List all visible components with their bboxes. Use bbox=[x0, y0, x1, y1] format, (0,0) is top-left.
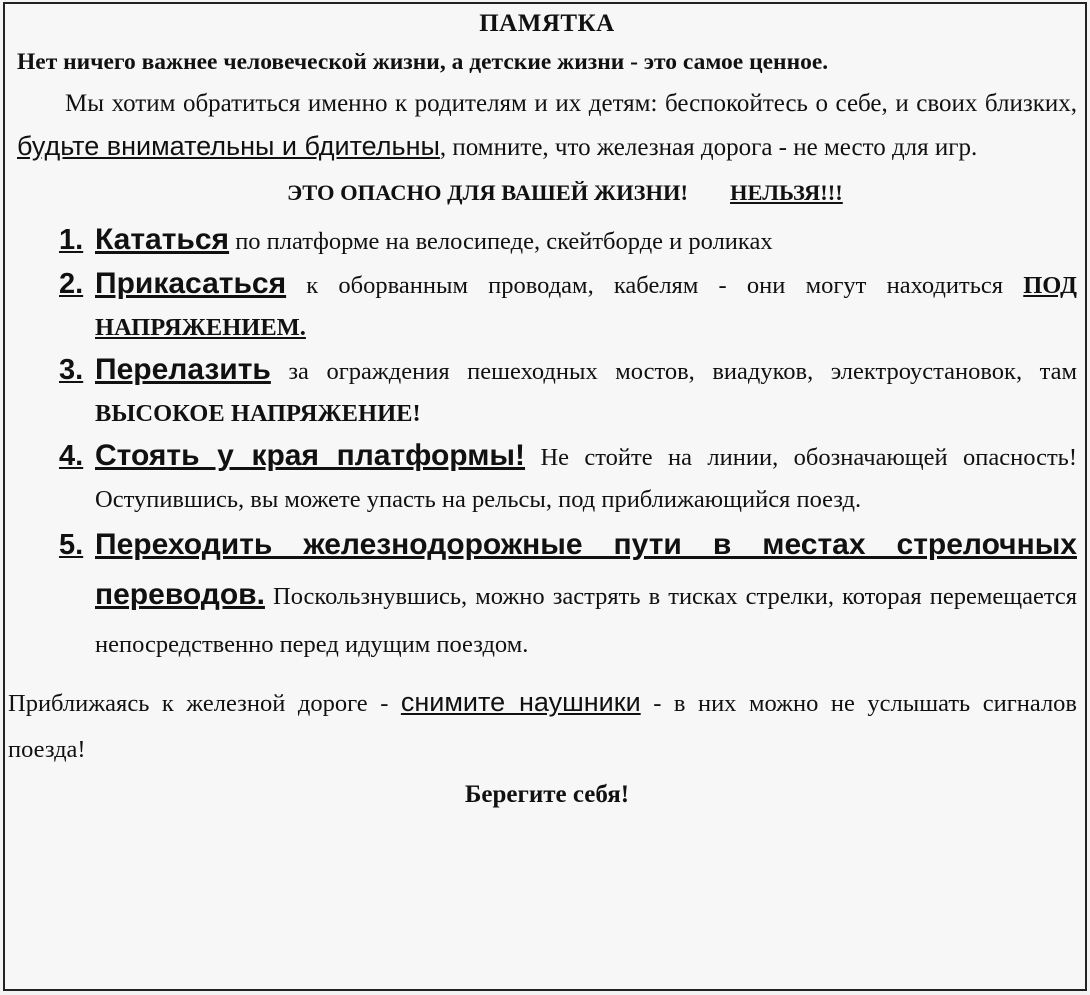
rule-emphasis: ВЫСОКОЕ НАПРЯЖЕНИЕ! bbox=[95, 400, 421, 427]
outro-paragraph bbox=[8, 679, 1077, 773]
rule-item-1 bbox=[17, 219, 1077, 263]
rule-keyword: Прикасаться bbox=[95, 267, 287, 300]
danger-heading-left: ЭТО ОПАСНО ДЛЯ ВАШЕЙ ЖИЗНИ! bbox=[287, 180, 689, 205]
rule-keyword: Стоять у края платформы! bbox=[95, 439, 526, 472]
rule-number: 3. bbox=[59, 354, 84, 386]
intro-text-after: , помните, что железная дорога - не место для игр. bbox=[439, 134, 978, 161]
rule-text: к оборванным проводам, кабелям - они могут находиться bbox=[286, 272, 1024, 299]
rule-keyword: Кататься bbox=[95, 223, 230, 256]
danger-heading bbox=[17, 173, 1077, 213]
rule-number: 1. bbox=[59, 224, 84, 256]
intro-text-before: Мы хотим обратиться именно к родителям и их детям: беспокойтесь о себе, и своих близких, bbox=[65, 90, 1077, 117]
lead-statement: Нет ничего важнее человеческой жизни, а детские жизни - это самое ценное. bbox=[17, 49, 829, 75]
rule-item-4 bbox=[17, 435, 1077, 521]
rule-number: 4. bbox=[59, 440, 84, 472]
rule-item-5 bbox=[17, 521, 1077, 669]
outro-text-before: Приближаясь к железной дороге - bbox=[8, 690, 401, 717]
danger-heading-forbidden: НЕЛЬЗЯ!!! bbox=[730, 180, 843, 205]
memo-page bbox=[3, 2, 1087, 991]
rule-text: за ограждения пешеходных мостов, виадуков, электроустановок, там bbox=[270, 358, 1077, 385]
rule-item-2 bbox=[17, 263, 1077, 349]
memo-footer: Берегите себя! bbox=[464, 781, 630, 808]
memo-title: ПАМЯТКА bbox=[479, 10, 615, 37]
rule-keyword: Перелазить bbox=[95, 353, 271, 386]
outro-underlined-phrase: снимите наушники bbox=[400, 687, 641, 717]
rule-text: Не стойте на линии, обозначающей опасность! Оступившись, вы можете упасть на рельсы, под приближающийся поезд. bbox=[95, 444, 1077, 513]
rule-number: 5. bbox=[59, 529, 84, 561]
rule-number: 2. bbox=[59, 268, 84, 300]
rule-text: по платформе на велосипеде, скейтборде и роликах bbox=[229, 228, 773, 255]
rule-keyword: Переходить железнодорожные пути в местах стрелочных переводов. bbox=[95, 528, 1077, 611]
intro-underlined-phrase: будьте внимательны и бдительны bbox=[17, 131, 440, 161]
rule-text: Поскользнувшись, можно застрять в тисках стрелки, которая перемещается непосредственно перед идущим поездом. bbox=[95, 583, 1077, 658]
outro-text-after: - в них можно не услышать сигналов поезда! bbox=[8, 690, 1078, 763]
rule-emphasis: ПОД НАПРЯЖЕНИЕМ. bbox=[95, 272, 1077, 341]
rule-item-3 bbox=[17, 349, 1077, 435]
intro-paragraph bbox=[17, 83, 1077, 169]
